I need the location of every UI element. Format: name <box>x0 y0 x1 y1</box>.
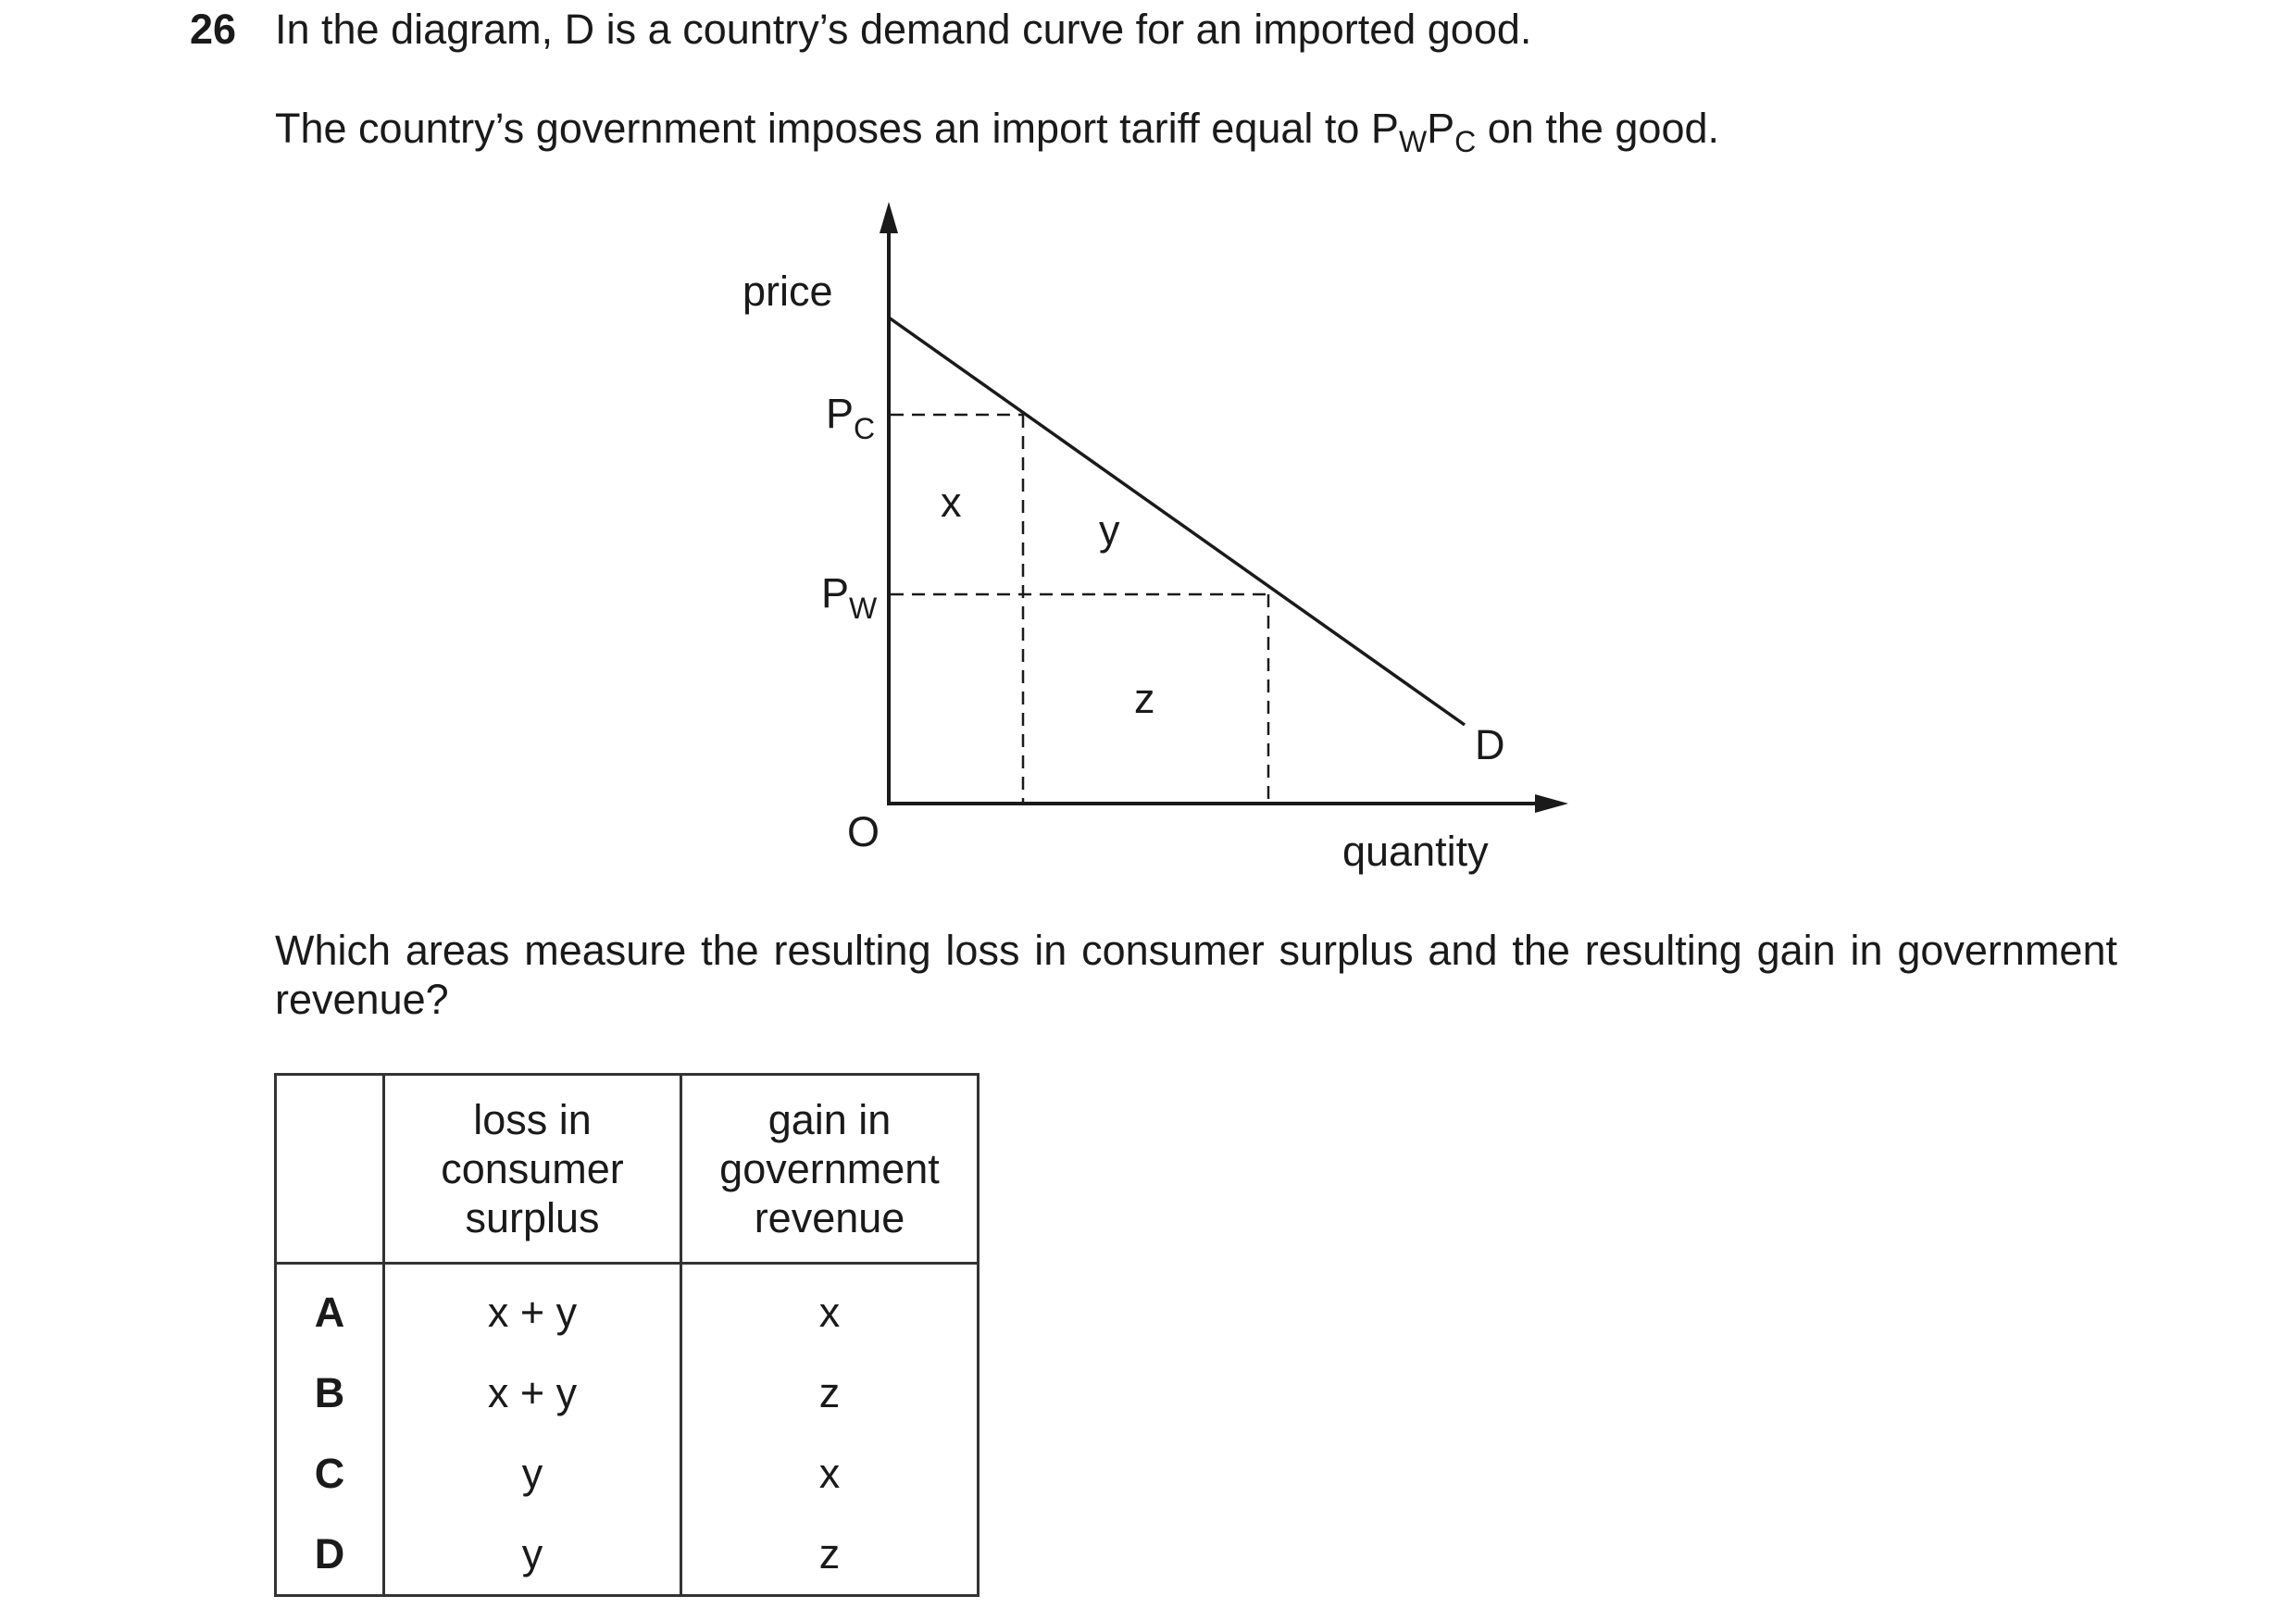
answer-table-header-row <box>276 1075 979 1264</box>
loss-cell: y <box>384 1514 681 1596</box>
table-row <box>276 1514 979 1596</box>
stem2-after: on the good. <box>1476 105 1720 152</box>
gain-cell: x <box>681 1433 979 1514</box>
loss-cell: x + y <box>384 1264 681 1353</box>
option-label: B <box>276 1353 384 1433</box>
area-y-label: y <box>1099 506 1120 554</box>
gain-cell: z <box>681 1353 979 1433</box>
gain-header-line-2: government <box>719 1145 940 1192</box>
stem2-sub-w: W <box>1398 125 1428 158</box>
loss-header-line-2: consumer <box>441 1145 624 1192</box>
option-label: A <box>276 1264 384 1353</box>
option-label: C <box>276 1433 384 1514</box>
loss-cell: x + y <box>384 1353 681 1433</box>
pc-label <box>826 390 875 445</box>
gain-column-header <box>681 1075 979 1264</box>
table-row <box>276 1433 979 1514</box>
loss-header-line-1: loss in <box>473 1096 592 1143</box>
stem2-before: The country’s government imposes an import tariff equal to P <box>275 105 1399 152</box>
pc-label-sub: C <box>854 412 876 445</box>
pw-label <box>821 569 878 625</box>
gain-cell: x <box>681 1264 979 1353</box>
demand-curve <box>889 318 1465 725</box>
gain-header-line-1: gain in <box>767 1096 892 1143</box>
gain-header-line-3: revenue <box>754 1194 905 1241</box>
option-column-header <box>276 1075 384 1264</box>
price-axis-label: price <box>742 268 833 315</box>
question-text: Which areas measure the resulting loss in consumer surplus and the resulting gain in government revenue? <box>275 927 2117 1023</box>
pw-label-sub: W <box>849 592 878 625</box>
quantity-axis-label: quantity <box>1342 828 1489 875</box>
loss-header-line-3: surplus <box>465 1194 600 1241</box>
price-axis-arrowhead <box>880 202 898 233</box>
option-label: D <box>276 1514 384 1596</box>
question-number: 26 <box>190 6 237 53</box>
pw-label-main: P <box>821 569 850 617</box>
area-z-label: z <box>1134 675 1155 722</box>
table-row <box>276 1353 979 1433</box>
stem2-sub-c: C <box>1454 125 1477 158</box>
guide-lines <box>891 415 1268 802</box>
answer-table <box>274 1073 980 1597</box>
area-x-label: x <box>941 479 962 526</box>
pc-label-main: P <box>826 390 855 437</box>
loss-cell: y <box>384 1433 681 1514</box>
table-row <box>276 1264 979 1353</box>
loss-column-header <box>384 1075 681 1264</box>
gain-cell: z <box>681 1514 979 1596</box>
stem2-mid: P <box>1427 105 1455 152</box>
quantity-axis-arrowhead <box>1535 794 1568 813</box>
question-stem-line-1: In the diagram, D is a country’s demand curve for an imported good. <box>275 6 1532 53</box>
demand-curve-label: D <box>1475 721 1505 768</box>
origin-label: O <box>847 808 880 855</box>
